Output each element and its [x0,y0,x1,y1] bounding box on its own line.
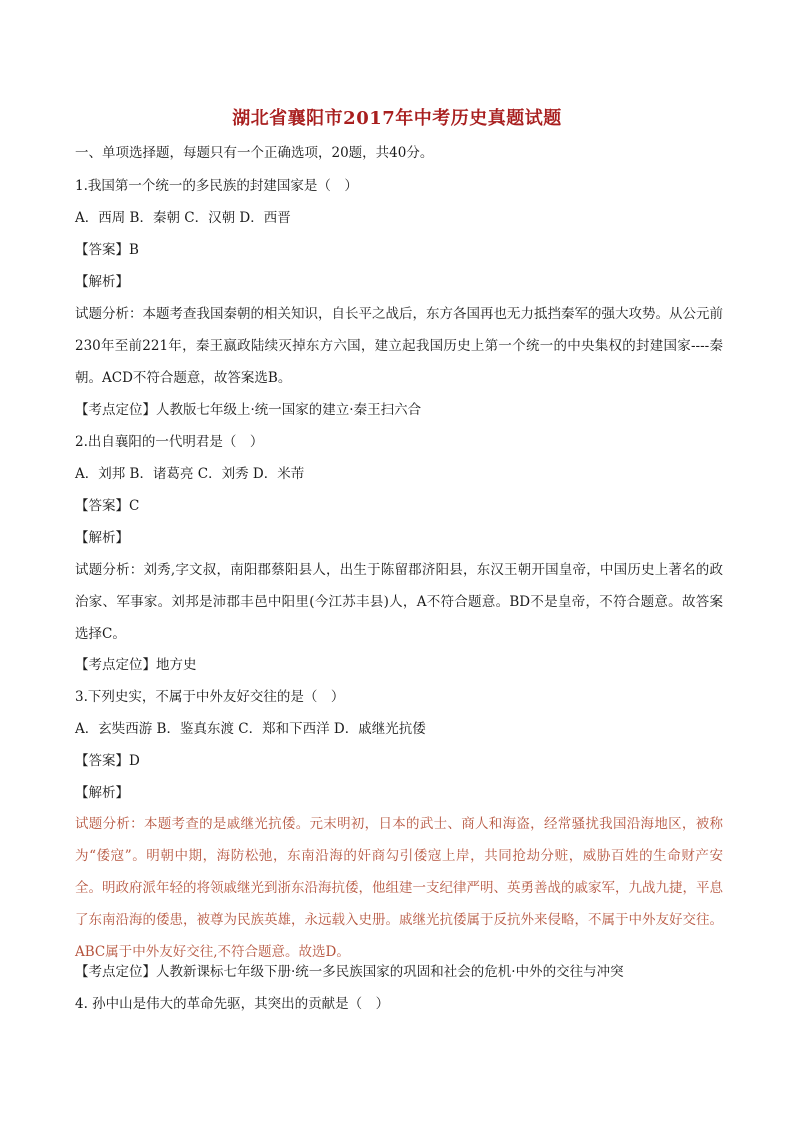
q2-analysis-label: 【解析】 [75,530,129,546]
q3-options: A．玄奘西游 B．鉴真东渡 C．郑和下西洋 D．戚继光抗倭 [75,721,426,737]
q3-question: 3.下列史实，不属于中外友好交往的是（ ） [75,689,345,705]
q1-options: A．西周 B．秦朝 C．汉朝 D．西晋 [75,210,291,226]
q3-analysis-label: 【解析】 [75,785,129,801]
q1-analysis: 试题分析：本题考查我国秦朝的相关知识，自长平之战后，东方各国再也无力抵挡秦军的强大攻势。从公元前230年至前221年，秦王嬴政陆续灭掉东方六国，建立起我国历史上第一个统一的中央集权的封建国家----秦朝。ACD不符合题意，故答案选B。 [75,306,723,386]
section-heading: 一、单项选择题，每题只有一个正确选项，20题，共40分。 [75,145,434,161]
q3-kaodian: 【考点定位】人教新课标七年级下册·统一多民族国家的巩固和社会的危机·中外的交往与冲突 [75,964,624,980]
q2-kaodian: 【考点定位】地方史 [75,657,197,673]
q3-analysis: 试题分析：本题考查的是戚继光抗倭。元末明初，日本的武士、商人和海盗，经常骚扰我国沿海地区，被称为“倭寇”。明朝中期，海防松弛，东南沿海的奸商勾引倭寇上岸，共同抢劫分赃，威胁百姓的生命财产安全。明政府派年轻的将领戚继光到浙东沿海抗倭，他组建一支纪律严明、英勇善战的戚家军，九战九捷，平息了东南沿海的倭患，被尊为民族英雄，永远载入史册。戚继光抗倭属于反抗外来侵略，不属于中外友好交往。ABC属于中外友好交往,不符合题意。故选D。 [75,816,723,960]
q4-question: 4. 孙中山是伟大的革命先驱，其突出的贡献是（ ） [75,996,390,1012]
q1-analysis-label: 【解析】 [75,274,129,290]
q2-analysis: 试题分析：刘秀,字文叔，南阳郡蔡阳县人，出生于陈留郡济阳县，东汉王朝开国皇帝，中国历史上著名的政治家、军事家。刘邦是沛郡丰邑中阳里(今江苏丰县)人，A不符合题意。BD不是皇帝，不符合题意。故答案选择C。 [75,562,723,642]
page-title: 湖北省襄阳市2017年中考历史真题试题 [232,108,562,129]
q1-kaodian: 【考点定位】人教版七年级上·统一国家的建立·秦王扫六合 [75,402,422,418]
q1-answer: 【答案】B [75,242,139,258]
q1-question: 1.我国第一个统一的多民族的封建国家是（ ） [75,178,358,194]
q3-answer: 【答案】D [75,753,140,769]
q2-options: A．刘邦 B．诸葛亮 C．刘秀 D．米芾 [75,466,305,482]
q2-question: 2.出自襄阳的一代明君是（ ） [75,434,264,450]
q2-answer: 【答案】C [75,498,140,514]
